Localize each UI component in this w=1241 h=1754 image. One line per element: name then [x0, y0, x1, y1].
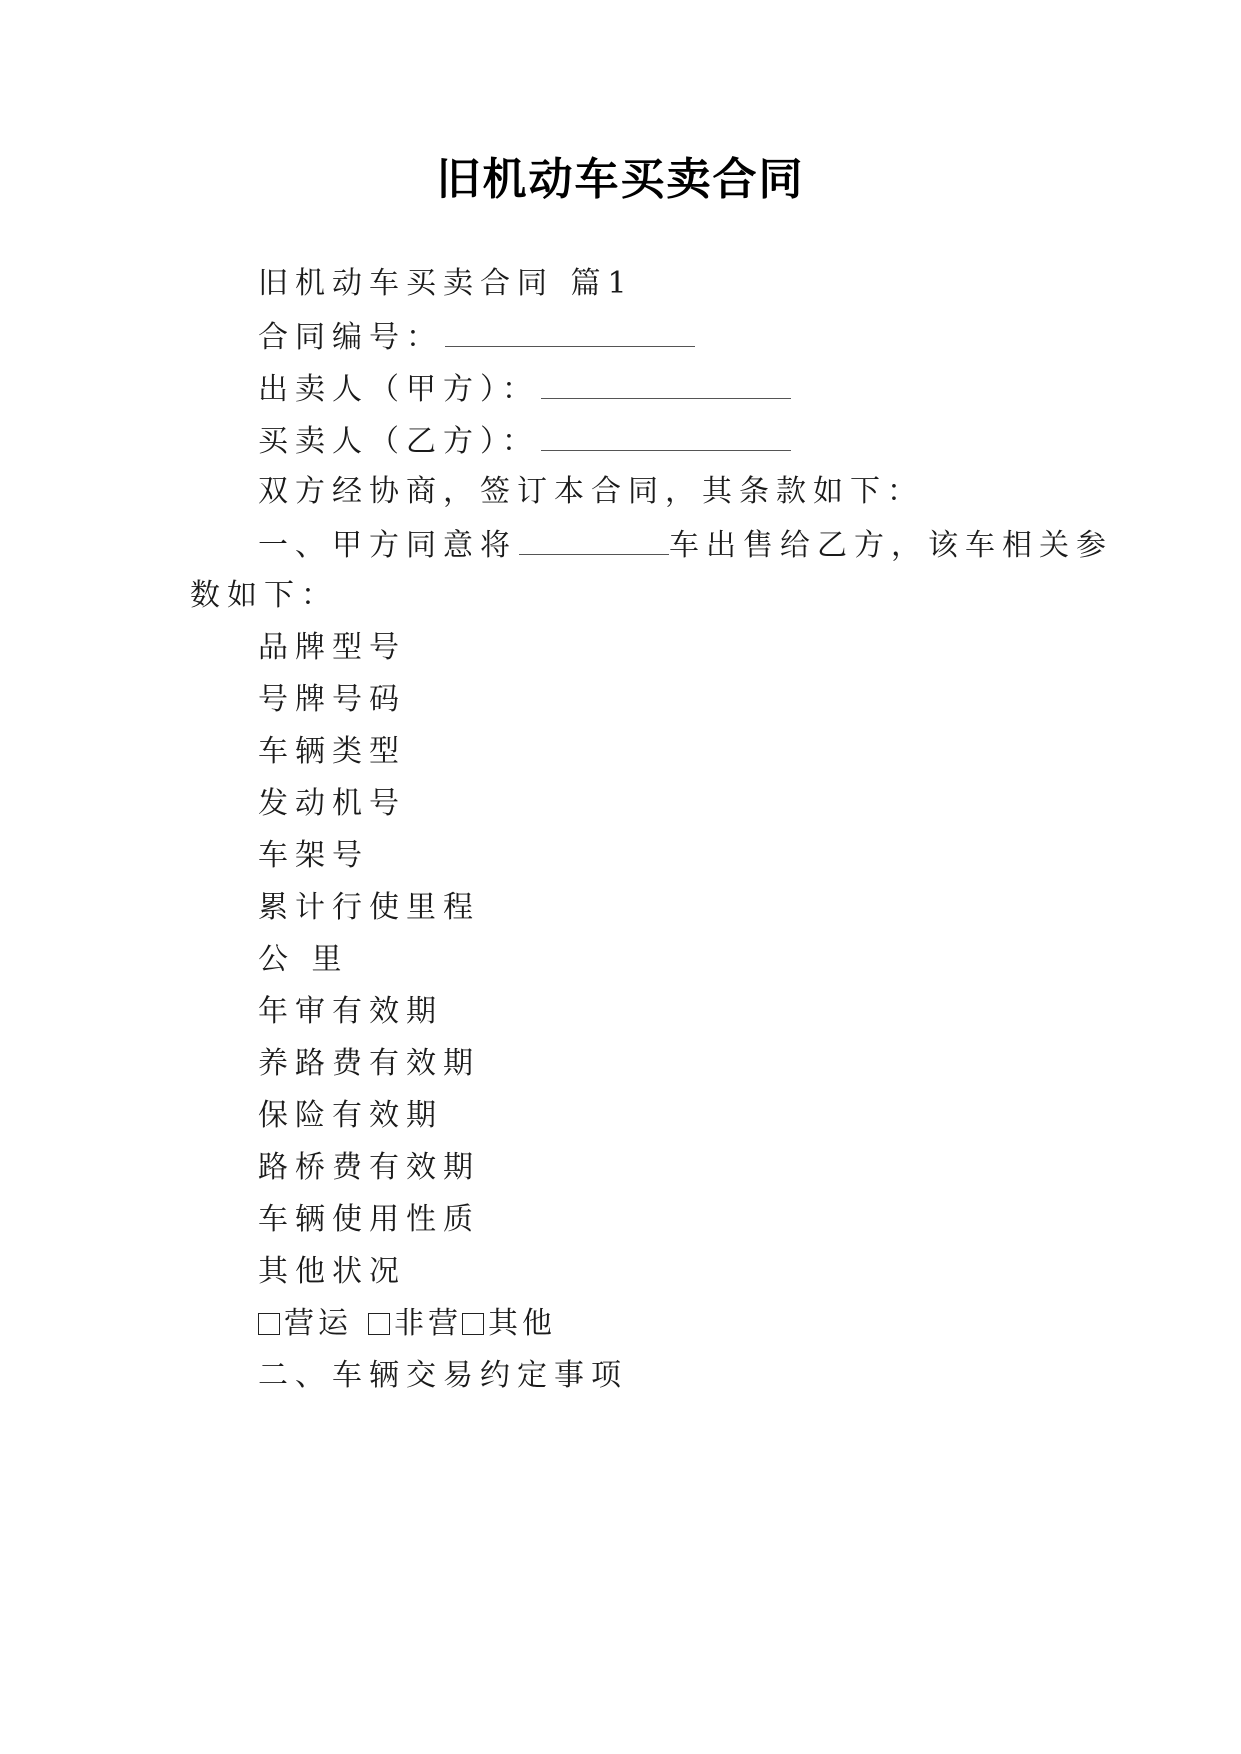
param-item: 品牌型号	[258, 630, 406, 665]
document-title: 旧机动车买卖合同	[436, 154, 805, 205]
param-item: 发动机号	[258, 786, 406, 821]
usage-options	[258, 1304, 556, 1344]
seller-field	[258, 368, 791, 410]
contract-number-label: 合同编号：	[258, 320, 443, 355]
vehicle-blank	[519, 524, 669, 555]
param-item: 车架号	[258, 838, 369, 873]
param-item: 养路费有效期	[258, 1046, 480, 1081]
checkbox-non-operating[interactable]	[368, 1313, 390, 1335]
param-item: 号牌号码	[258, 682, 406, 717]
param-item: 其他状况	[258, 1254, 406, 1289]
param-item: 公 里	[258, 942, 349, 977]
option-other-label: 其他	[488, 1306, 556, 1341]
option-operating-label: 营运	[284, 1306, 352, 1341]
clause-2-heading: 二、车辆交易约定事项	[258, 1358, 628, 1393]
clause-1-continuation: 数如下：	[190, 578, 338, 613]
param-item: 年审有效期	[258, 994, 443, 1029]
buyer-label: 买卖人（乙方）：	[258, 424, 539, 459]
contract-number-blank	[445, 316, 695, 347]
param-item: 车辆类型	[258, 734, 406, 769]
buyer-field	[258, 420, 791, 462]
seller-label: 出卖人（甲方）：	[258, 372, 539, 407]
clause-1-part1: 一、甲方同意将	[258, 528, 517, 563]
checkbox-operating[interactable]	[258, 1313, 280, 1335]
clause-1-part2: 车出售给乙方，该车相关参	[669, 528, 1113, 563]
contract-number-field	[258, 316, 695, 358]
intro-paragraph: 双方经协商，签订本合同，其条款如下：	[258, 474, 924, 509]
checkbox-other[interactable]	[462, 1313, 484, 1335]
seller-blank	[541, 368, 791, 399]
section-heading: 旧机动车买卖合同 篇1	[258, 266, 634, 301]
param-item: 车辆使用性质	[258, 1202, 480, 1237]
param-item: 累计行使里程	[258, 890, 480, 925]
option-non-operating-label: 非营	[394, 1306, 462, 1341]
param-item: 保险有效期	[258, 1098, 443, 1133]
param-item: 路桥费有效期	[258, 1150, 480, 1185]
buyer-blank	[541, 420, 791, 451]
clause-1	[258, 524, 1113, 566]
